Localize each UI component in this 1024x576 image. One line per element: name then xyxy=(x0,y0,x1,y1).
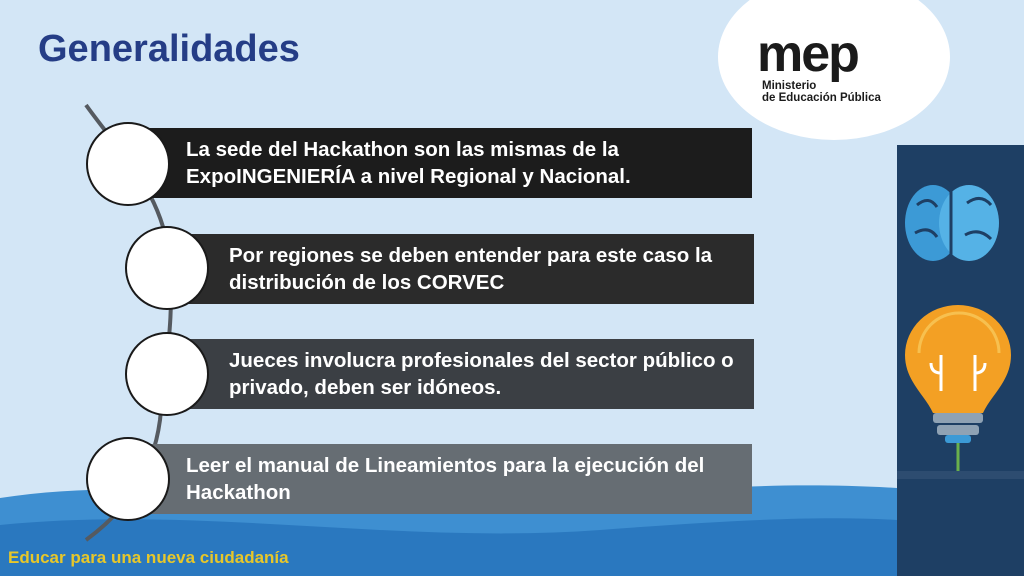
list-item-text: Por regiones se deben entender para este caso la distribución de los CORVEC xyxy=(229,244,713,294)
logo-subtitle-line2: de Educación Pública xyxy=(762,92,881,104)
bullet-circle xyxy=(125,332,209,416)
bullet-circle xyxy=(86,437,170,521)
list-item-text: Jueces involucra profesionales del sector público o privado, deben ser idóneos. xyxy=(229,349,734,399)
mep-logo: mep xyxy=(757,25,858,83)
logo-subtitle-line1: Ministerio xyxy=(762,80,817,92)
list-item-text: La sede del Hackathon son las mismas de la ExpoINGENIERÍA a nivel Regional y Nacional. xyxy=(186,138,631,188)
footer-slogan: Educar para una nueva ciudadanía xyxy=(8,548,289,567)
list-item xyxy=(120,444,752,514)
side-panel-art xyxy=(897,145,1024,576)
list-item-text: Leer el manual de Lineamientos para la ejecución del Hackathon xyxy=(186,454,705,504)
bullet-circle xyxy=(86,122,170,206)
side-panel xyxy=(897,145,1024,576)
panel-divider xyxy=(897,471,1024,479)
brain-icon xyxy=(905,185,999,261)
logo-subtitle xyxy=(762,80,881,104)
lightbulb-icon xyxy=(905,305,1011,471)
bullet-circle xyxy=(125,226,209,310)
list-item xyxy=(120,128,752,198)
list-item xyxy=(165,234,754,304)
list-item xyxy=(165,339,754,409)
page-title: Generalidades xyxy=(38,28,300,70)
